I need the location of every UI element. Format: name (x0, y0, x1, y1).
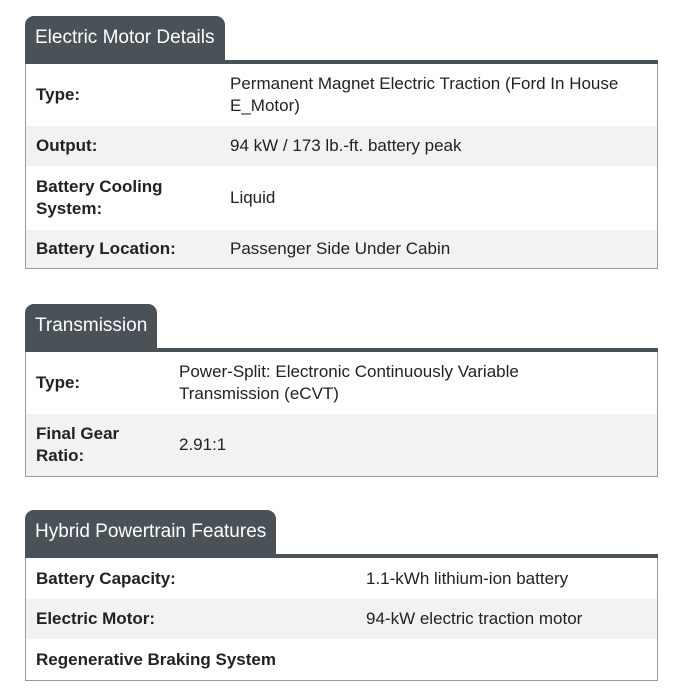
motor-table (25, 64, 658, 269)
row-label: Battery Cooling System: (36, 177, 163, 218)
row-value: 2.91:1 (179, 435, 227, 454)
motor-section-title: Electric Motor Details (25, 16, 225, 60)
row-value: 94 kW / 173 lb.-ft. battery peak (230, 136, 462, 155)
row-label: Battery Capacity: (36, 568, 176, 588)
row-value: Power-Split: Electronic Continuously Variable Transmission (eCVT) (179, 362, 519, 403)
row-value: Permanent Magnet Electric Traction (Ford In House E_Motor) (230, 74, 619, 115)
table-row (26, 230, 657, 268)
row-value: 94-kW electric traction motor (366, 609, 583, 628)
table-row (26, 64, 657, 126)
row-label: Regenerative Braking System (36, 649, 276, 669)
hybrid-section (25, 510, 658, 681)
row-label: Electric Motor: (36, 609, 156, 628)
row-label: Final Gear Ratio: (36, 424, 120, 465)
hybrid-table (25, 558, 658, 681)
row-value: Passenger Side Under Cabin (230, 239, 451, 258)
row-label: Type: (36, 85, 81, 104)
transmission-section-title: Transmission (25, 304, 157, 348)
transmission-section (25, 304, 658, 477)
table-row (26, 414, 657, 476)
row-label: Output: (36, 136, 98, 155)
motor-section (25, 16, 658, 269)
table-row (26, 639, 657, 680)
transmission-table (25, 352, 658, 477)
table-row (26, 166, 657, 230)
table-row (26, 558, 657, 599)
row-label: Battery Location: (36, 239, 176, 258)
row-value: 1.1-kWh lithium-ion battery (366, 568, 569, 588)
row-label: Type: (36, 373, 81, 392)
table-row (26, 352, 657, 414)
row-value: Liquid (230, 188, 276, 207)
hybrid-section-title: Hybrid Powertrain Features (25, 510, 276, 554)
table-row (26, 126, 657, 166)
table-row (26, 599, 657, 639)
